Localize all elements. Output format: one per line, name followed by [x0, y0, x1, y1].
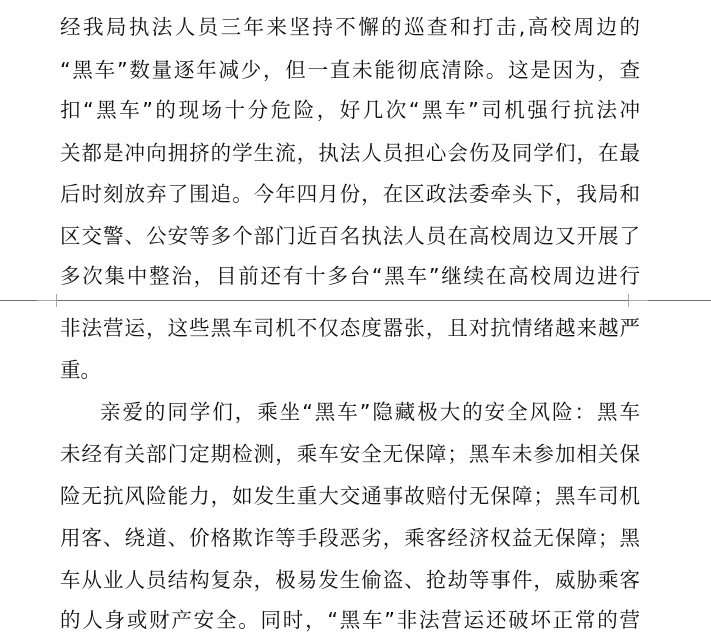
text-line: 经我局执法人员三年来坚持不懈的巡查和打击,高校周边的: [60, 15, 640, 39]
text-line: 险无抗风险能力，如发生重大交通事故赔付无保障；黑车司机: [60, 484, 640, 508]
text-line: 非法营运，这些黑车司机不仅态度嚣张，且对抗情绪越来越严: [60, 316, 640, 340]
text-line: 的人身或财产安全。同时，“黑车”非法营运还破坏正常的营: [60, 608, 640, 632]
text-line: 关都是冲向拥挤的学生流，执法人员担心会伤及同学们，在最: [60, 141, 640, 165]
text-line: “黑车”数量逐年减少，但一直未能彻底清除。这是因为，查: [60, 58, 640, 82]
text-line: 区交警、公安等多个部门近百名执法人员在高校周边又开展了: [60, 224, 640, 248]
text-line: 车从业人员结构复杂，极易发生偷盗、抢劫等事件，威胁乘客: [60, 568, 640, 592]
document-page-top: [0, 0, 711, 296]
text-line: 未经有关部门定期检测，乘车安全无保障；黑车未参加相关保: [60, 442, 640, 466]
text-line: 后时刻放弃了围追。今年四月份，在区政法委牵头下，我局和: [60, 182, 640, 206]
text-line: 用客、绕道、价格欺诈等手段恶劣，乘客经济权益无保障；黑: [60, 526, 640, 550]
text-line: 多次集中整治，目前还有十多台“黑车”继续在高校周边进行: [60, 264, 640, 288]
page-break-divider: [0, 300, 711, 301]
paragraph-first-line: 亲爱的同学们，乘坐“黑车”隐藏极大的安全风险：黑车: [100, 400, 640, 424]
text-line: 重。: [60, 358, 101, 382]
document-page-bottom: [0, 304, 711, 641]
text-line: 扣“黑车”的现场十分危险，好几次“黑车”司机强行抗法冲: [60, 98, 640, 122]
